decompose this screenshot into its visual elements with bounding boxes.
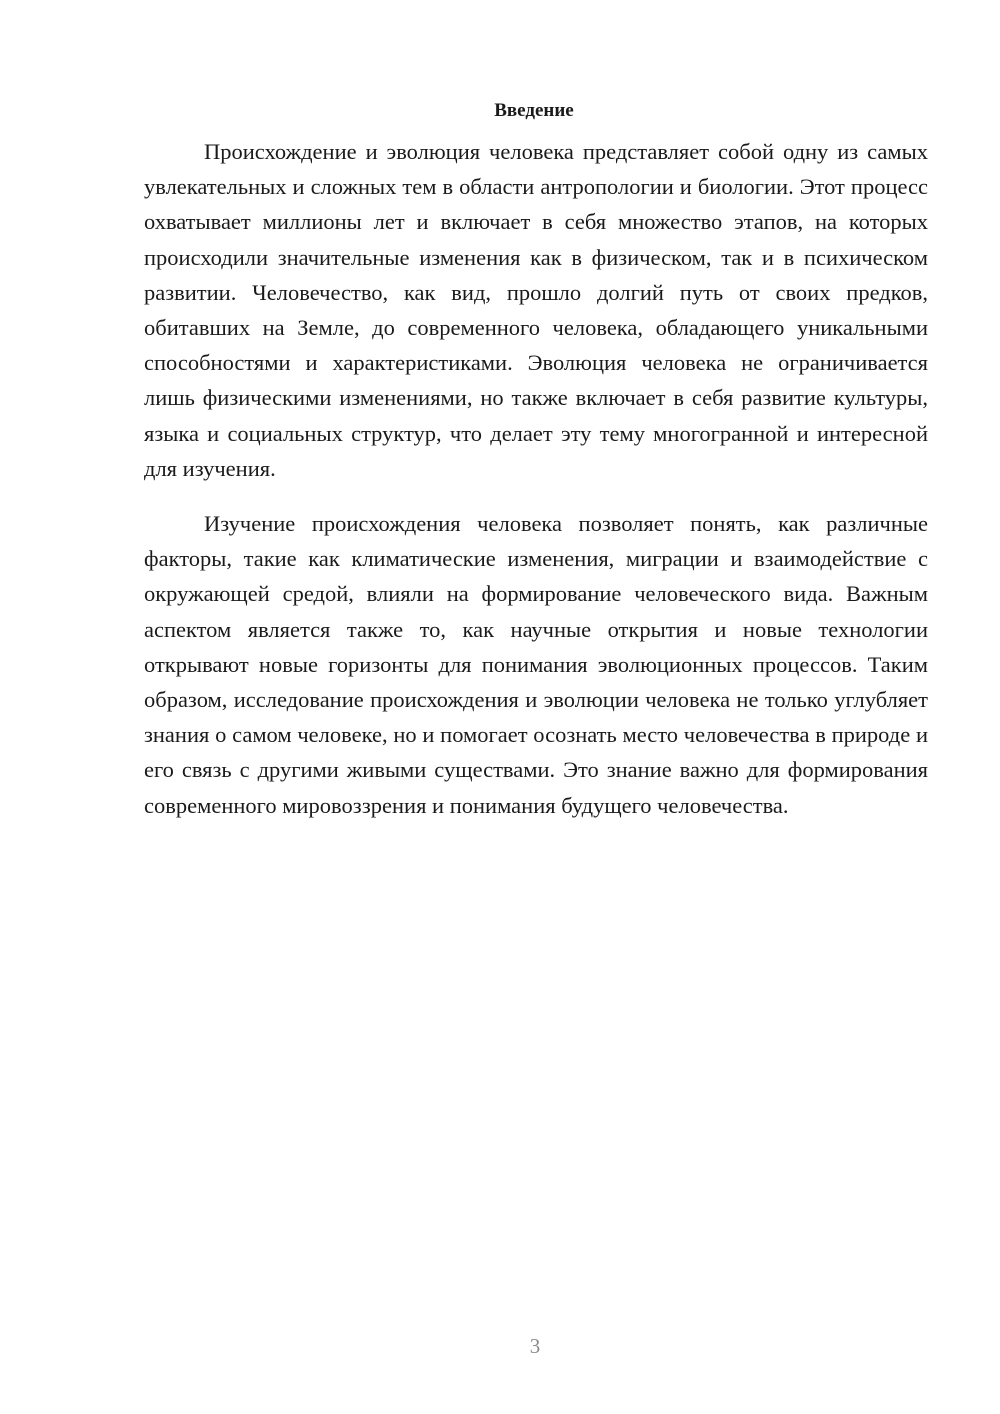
section-heading: Введение	[494, 100, 574, 121]
paragraph-1: Происхождение и эволюция человека представляет собой одну из самых увлекательных и сложных тем в области антропологии и биологии. Этот процесс охватывает миллионы лет и включает в себя множество этапов, на которых происходили значительные изменения как в физическом, так и в психическом развитии. Человечество, как вид, прошло долгий путь от своих предков, обитавших на Земле, до современного человека, обладающего уникальными способностями и характеристиками. Эволюция человека не ограничивается лишь физическими изменениями, но также включает в себя развитие культуры, языка и социальных структур, что делает эту тему многогранной и интересной для изучения.	[144, 139, 928, 481]
page-content	[144, 98, 928, 823]
paragraph-2: Изучение происхождения человека позволяет понять, как различные факторы, такие как климатические изменения, миграции и взаимодействие с окружающей средой, влияли на формирование человеческого вида. Важным аспектом является также то, как научные открытия и новые технологии открывают новые горизонты для понимания эволюционных процессов. Таким образом, исследование происхождения и эволюции человека не только углубляет знания о самом человеке, но и помогает осознать место человечества в природе и его связь с другими живыми существами. Это знание важно для формирования современного мировоззрения и понимания будущего человечества.	[144, 511, 928, 818]
page-number: 3	[529, 1334, 541, 1358]
